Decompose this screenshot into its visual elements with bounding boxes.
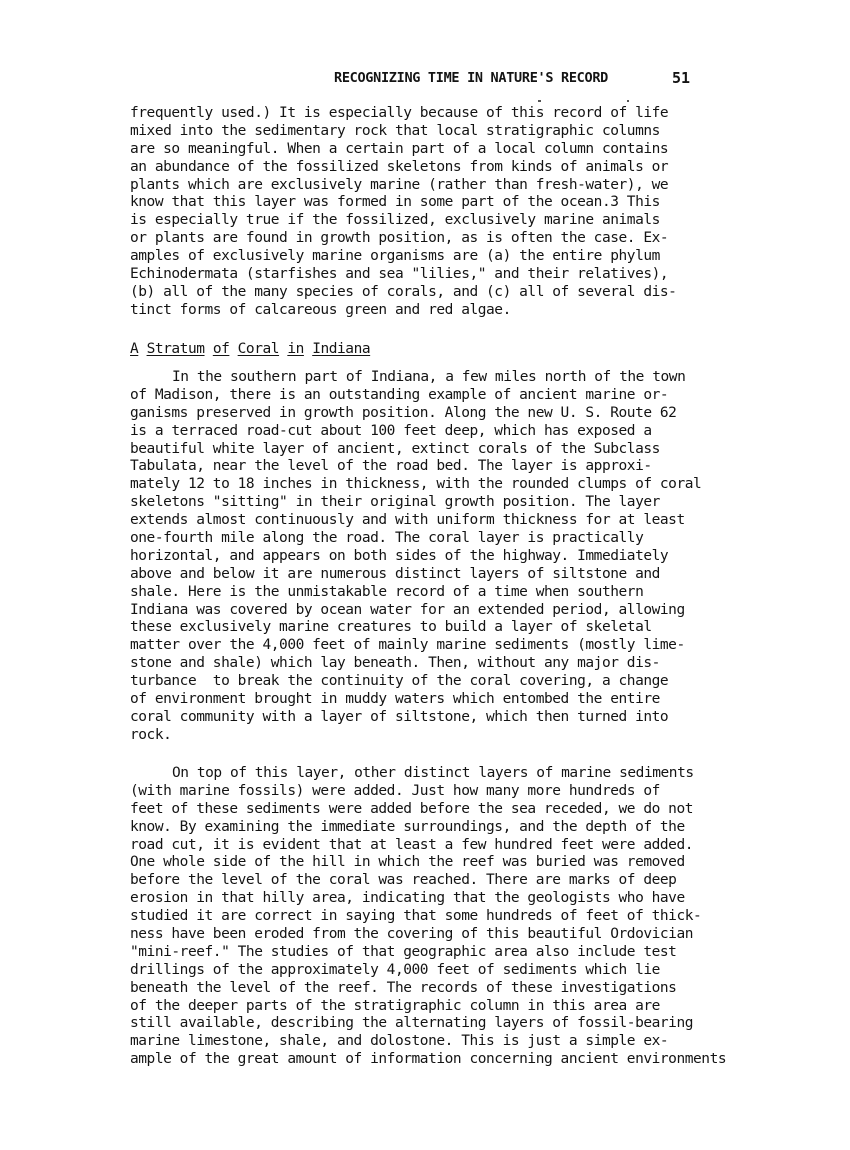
text-line: tinct forms of calcareous green and red algae.	[130, 301, 511, 318]
text-line: stone and shale) which lay beneath. Then, without any major dis-	[130, 655, 660, 672]
heading-word: A	[130, 341, 139, 357]
text-line: or plants are found in growth position, as is often the case. Ex-	[130, 230, 669, 247]
text-line: mately 12 to 18 inches in thickness, with the rounded clumps of coral	[130, 476, 702, 493]
heading-word: Indiana	[312, 341, 371, 357]
text-line: turbance to break the continuity of the coral covering, a change	[130, 673, 669, 690]
text-line: In the southern part of Indiana, a few miles north of the town	[172, 369, 686, 385]
text-line: of environment brought in muddy waters which entombed the entire	[130, 691, 660, 708]
heading-word: Coral	[237, 341, 280, 357]
text-line: are so meaningful. When a certain part of a local column contains	[130, 140, 669, 157]
text-line: "mini-reef." The studies of that geographic area also include test	[130, 943, 677, 960]
text-line: (with marine fossils) were added. Just how many more hundreds of	[130, 782, 660, 799]
text-line: before the level of the coral was reached. There are marks of deep	[130, 872, 677, 889]
text-line: an abundance of the fossilized skeletons from kinds of animals or	[130, 158, 669, 175]
paragraph-2	[130, 369, 730, 745]
page-number: 51	[672, 69, 691, 87]
text-line: On top of this layer, other distinct layers of marine sediments	[172, 765, 694, 781]
text-line: ganisms preserved in growth position. Along the new U. S. Route 62	[130, 404, 677, 421]
text-line: beneath the level of the reef. The records of these investigations	[130, 979, 677, 996]
text-line: above and below it are numerous distinct layers of siltstone and	[130, 565, 660, 582]
text-line: frequently used.) It is especially because of this record of life	[130, 105, 669, 121]
heading-word: of	[212, 341, 230, 357]
text-line: extends almost continuously and with uniform thickness for at least	[130, 512, 685, 529]
heading-word: Stratum	[146, 341, 205, 357]
text-line: coral community with a layer of siltstone, which then turned into	[130, 708, 669, 725]
text-line: is especially true if the fossilized, exclusively marine animals	[130, 212, 660, 229]
text-line: road cut, it is evident that at least a few hundred feet were added.	[130, 836, 694, 853]
paragraph-3	[130, 765, 730, 1069]
running-header	[334, 70, 694, 90]
text-line: of the deeper parts of the stratigraphic column in this area are	[130, 997, 660, 1014]
text-line: these exclusively marine creatures to build a layer of skeletal	[130, 619, 652, 636]
text-line: erosion in that hilly area, indicating that the geologists who have	[130, 890, 685, 907]
running-title: RECOGNIZING TIME IN NATURE'S RECORD	[334, 70, 608, 86]
text-line: amples of exclusively marine organisms are (a) the entire phylum	[130, 248, 660, 265]
text-line: mixed into the sedimentary rock that local stratigraphic columns	[130, 122, 660, 139]
text-line: know. By examining the immediate surroundings, and the depth of the	[130, 818, 685, 835]
section-heading	[130, 341, 370, 357]
text-line: One whole side of the hill in which the reef was buried was removed	[130, 854, 685, 871]
text-line: beautiful white layer of ancient, extinct corals of the Subclass	[130, 440, 660, 457]
text-line: matter over the 4,000 feet of mainly marine sediments (mostly lime-	[130, 637, 685, 654]
text-line: shale. Here is the unmistakable record of a time when southern	[130, 583, 644, 600]
text-line: Echinodermata (starfishes and sea "lilies," and their relatives),	[130, 266, 669, 283]
text-line: drillings of the approximately 4,000 feet of sediments which lie	[130, 961, 660, 978]
print-speck	[627, 100, 629, 102]
text-line: is a terraced road-cut about 100 feet deep, which has exposed a	[130, 422, 652, 439]
text-line: one-fourth mile along the road. The coral layer is practically	[130, 530, 644, 547]
text-line: studied it are correct in saying that some hundreds of feet of thick-	[130, 908, 702, 925]
text-line: marine limestone, shale, and dolostone. This is just a simple ex-	[130, 1033, 669, 1050]
text-line: of Madison, there is an outstanding example of ancient marine or-	[130, 386, 669, 403]
text-line: Indiana was covered by ocean water for an extended period, allowing	[130, 601, 685, 618]
text-line: ness have been eroded from the covering of this beautiful Ordovician	[130, 926, 694, 943]
heading-word: in	[287, 341, 304, 357]
text-line: plants which are exclusively marine (rather than fresh-water), we	[130, 176, 669, 193]
text-line: (b) all of the many species of corals, and (c) all of several dis-	[130, 283, 677, 300]
text-line: still available, describing the alternating layers of fossil-bearing	[130, 1015, 694, 1032]
text-line: feet of these sediments were added before the sea receded, we do not	[130, 800, 694, 817]
text-line: horizontal, and appears on both sides of the highway. Immediately	[130, 547, 669, 564]
text-line: skeletons "sitting" in their original growth position. The layer	[130, 494, 660, 511]
paragraph-1	[130, 105, 730, 320]
text-line: know that this layer was formed in some part of the ocean.3 This	[130, 194, 660, 211]
text-line: rock.	[130, 726, 172, 743]
text-line: Tabulata, near the level of the road bed. The layer is approxi-	[130, 458, 652, 475]
print-speck	[538, 100, 541, 102]
text-line: ample of the great amount of information concerning ancient environments	[130, 1051, 727, 1068]
